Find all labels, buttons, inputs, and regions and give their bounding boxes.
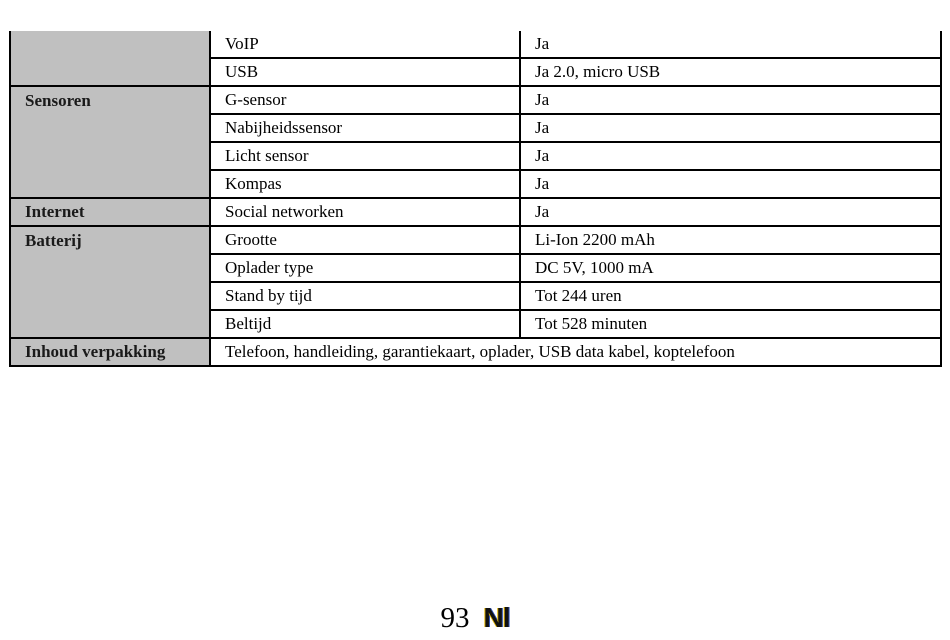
value-cell: Tot 528 minuten: [520, 310, 941, 338]
value-cell: Ja: [520, 86, 941, 114]
language-code: Nl: [483, 602, 510, 633]
spec-table: [9, 31, 942, 367]
category-cell: [10, 58, 210, 86]
table-row: [10, 142, 941, 170]
feature-cell: VoIP: [210, 31, 520, 58]
package-category-cell: Inhoud verpakking: [10, 338, 210, 366]
feature-cell: Beltijd: [210, 310, 520, 338]
category-cell: [10, 282, 210, 310]
page-footer: [0, 600, 950, 636]
feature-cell: Licht sensor: [210, 142, 520, 170]
table-row: [10, 226, 941, 254]
table-row: [10, 114, 941, 142]
category-cell: [10, 31, 210, 58]
table-row: [10, 58, 941, 86]
value-cell: Ja: [520, 31, 941, 58]
value-cell: Li-Ion 2200 mAh: [520, 226, 941, 254]
table-row: [10, 86, 941, 114]
value-cell: DC 5V, 1000 mA: [520, 254, 941, 282]
value-cell: Ja: [520, 198, 941, 226]
category-cell: [10, 254, 210, 282]
package-contents-row: [10, 338, 941, 366]
value-cell: Ja: [520, 114, 941, 142]
table-row: [10, 282, 941, 310]
category-cell: [10, 170, 210, 198]
table-row: [10, 31, 941, 58]
feature-cell: Grootte: [210, 226, 520, 254]
feature-cell: G-sensor: [210, 86, 520, 114]
table-row: [10, 310, 941, 338]
feature-cell: USB: [210, 58, 520, 86]
category-cell: [10, 310, 210, 338]
table-row: [10, 198, 941, 226]
value-cell: Ja: [520, 142, 941, 170]
category-cell: Internet: [10, 198, 210, 226]
page-number: 93: [440, 602, 470, 634]
feature-cell: Nabijheidssensor: [210, 114, 520, 142]
value-cell: Ja: [520, 170, 941, 198]
table-row: [10, 170, 941, 198]
category-cell: Batterij: [10, 226, 210, 254]
feature-cell: Stand by tijd: [210, 282, 520, 310]
category-cell: [10, 142, 210, 170]
package-contents-cell: Telefoon, handleiding, garantiekaart, oplader, USB data kabel, koptelefoon: [210, 338, 941, 366]
feature-cell: Oplader type: [210, 254, 520, 282]
category-cell: Sensoren: [10, 86, 210, 114]
table-row: [10, 254, 941, 282]
feature-cell: Social networken: [210, 198, 520, 226]
feature-cell: Kompas: [210, 170, 520, 198]
value-cell: Ja 2.0, micro USB: [520, 58, 941, 86]
value-cell: Tot 244 uren: [520, 282, 941, 310]
category-cell: [10, 114, 210, 142]
